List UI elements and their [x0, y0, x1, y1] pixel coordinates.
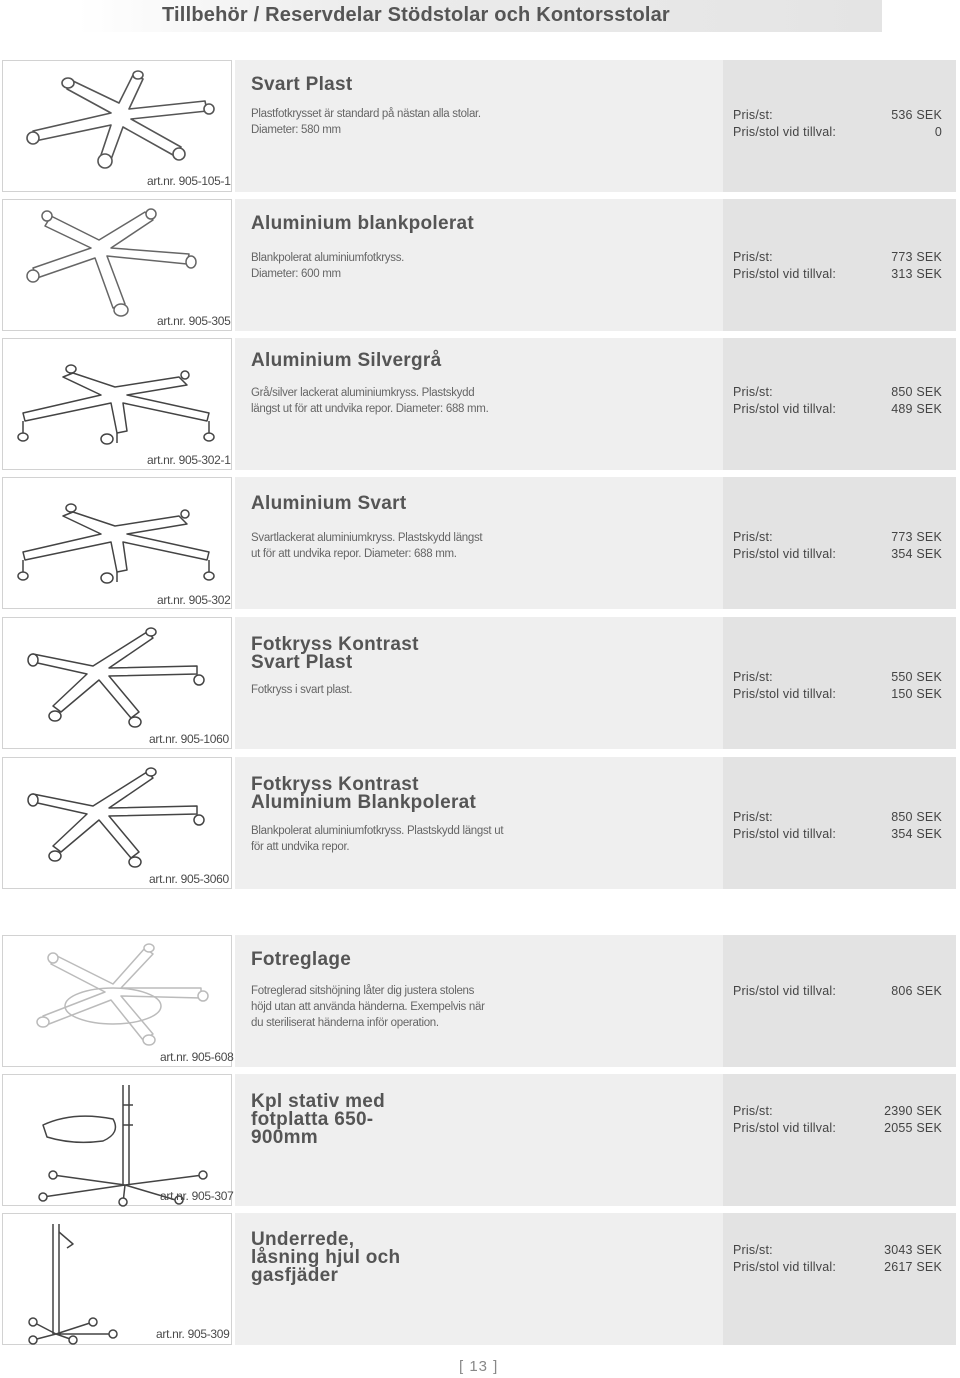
price-panel: [723, 1074, 956, 1206]
price-panel: [723, 338, 956, 470]
option-price-label: Pris/stol vid tillval:: [733, 687, 837, 701]
option-price-label: Pris/stol vid tillval:: [733, 402, 837, 416]
product-description-line: höjd utan att använda händerna. Exempelvis när: [251, 1001, 485, 1013]
option-price-label: Pris/stol vid tillval:: [733, 827, 837, 841]
product-description-line: längst ut för att undvika repor. Diameter: 688 mm.: [251, 403, 489, 415]
product-info-panel: [235, 60, 723, 192]
option-price-label: Pris/stol vid tillval:: [733, 547, 837, 561]
option-price-label: Pris/stol vid tillval:: [733, 984, 837, 998]
product-info-panel: [235, 1213, 723, 1345]
price-value: 850 SEK: [891, 385, 942, 399]
price-label: Pris/st:: [733, 530, 773, 544]
base-aluminium-silver-image: [3, 339, 233, 471]
product-name: Underrede, låsning hjul och gasfjäder: [251, 1229, 401, 1286]
option-price-value: 150 SEK: [891, 687, 942, 701]
price-label: Pris/st:: [733, 1243, 773, 1257]
product-description-line: Grå/silver lackerat aluminiumkryss. Plastskydd: [251, 387, 475, 399]
price-panel: [723, 935, 956, 1067]
product-info-panel: [235, 338, 723, 470]
price-panel: [723, 757, 956, 889]
option-price-value: 2617 SEK: [884, 1260, 942, 1274]
price-label: Pris/st:: [733, 250, 773, 264]
product-description-line: Svartlackerat aluminiumkryss. Plastskydd längst: [251, 532, 483, 544]
article-number: art.nr. 905-305: [157, 314, 231, 328]
product-description-line: Blankpolerat aluminiumfotkryss.: [251, 252, 405, 264]
product-image-frame: [2, 338, 232, 470]
page-title: Tillbehör / Reservdelar Stödstolar och Kontorsstolar: [162, 4, 670, 26]
product-info-panel: [235, 757, 723, 889]
product-description-line: ut för att undvika repor. Diameter: 688 mm.: [251, 548, 457, 560]
price-panel: [723, 199, 956, 331]
price-panel: [723, 1213, 956, 1345]
product-image-frame: [2, 1213, 232, 1345]
option-price-value: 354 SEK: [891, 547, 942, 561]
product-info-panel: [235, 617, 723, 749]
price-value: 550 SEK: [891, 670, 942, 684]
price-value: 2390 SEK: [884, 1104, 942, 1118]
product-image-frame: [2, 757, 232, 889]
price-panel: [723, 477, 956, 609]
price-value: 850 SEK: [891, 810, 942, 824]
price-value: 3043 SEK: [884, 1243, 942, 1257]
base-contrast-aluminium-image: [3, 758, 233, 890]
product-description-line: för att undvika repor.: [251, 841, 350, 853]
price-label: Pris/st:: [733, 385, 773, 399]
product-description-line: Diameter: 600 mm: [251, 268, 341, 280]
product-description-line: Fotkryss i svart plast.: [251, 684, 353, 696]
product-name: Svart Plast: [251, 74, 353, 95]
article-number: art.nr. 905-309: [156, 1327, 230, 1341]
price-value: 773 SEK: [891, 530, 942, 544]
product-description-line: Diameter: 580 mm: [251, 124, 341, 136]
article-number: art.nr. 905-3060: [149, 872, 229, 886]
price-label: Pris/st:: [733, 1104, 773, 1118]
stand-with-footplate-image: [3, 1075, 233, 1207]
option-price-value: 489 SEK: [891, 402, 942, 416]
option-price-label: Pris/stol vid tillval:: [733, 267, 837, 281]
product-name: Fotreglage: [251, 949, 352, 970]
product-info-panel: [235, 199, 723, 331]
price-value: 536 SEK: [891, 108, 942, 122]
product-name: Kpl stativ med fotplatta 650- 900mm: [251, 1091, 386, 1148]
product-image-frame: [2, 935, 232, 1067]
product-info-panel: [235, 935, 723, 1067]
product-info-panel: [235, 477, 723, 609]
base-aluminium-polished-image: [3, 200, 233, 332]
product-description-line: du steriliserat händerna inför operation.: [251, 1017, 439, 1029]
option-price-label: Pris/stol vid tillval:: [733, 1260, 837, 1274]
page-number: [ 13 ]: [459, 1358, 499, 1375]
product-description-line: Blankpolerat aluminiumfotkryss. Plastskydd längst ut: [251, 825, 504, 837]
option-price-value: 313 SEK: [891, 267, 942, 281]
product-info-panel: [235, 1074, 723, 1206]
base-contrast-black-image: [3, 618, 233, 750]
price-label: Pris/st:: [733, 810, 773, 824]
product-name: Aluminium Silvergrå: [251, 350, 442, 371]
article-number: art.nr. 905-307: [160, 1189, 234, 1203]
article-number: art.nr. 905-1060: [149, 732, 229, 746]
price-label: Pris/st:: [733, 108, 773, 122]
product-name: Fotkryss Kontrast Svart Plast: [251, 634, 419, 673]
price-panel: [723, 60, 956, 192]
product-name: Aluminium Svart: [251, 493, 407, 514]
article-number: art.nr. 905-105-1: [147, 174, 231, 188]
product-description-line: Plastfotkrysset är standard på nästan alla stolar.: [251, 108, 481, 120]
option-price-value: 806 SEK: [891, 984, 942, 998]
product-image-frame: [2, 60, 232, 192]
product-name: Aluminium blankpolerat: [251, 213, 475, 234]
option-price-label: Pris/stol vid tillval:: [733, 1121, 837, 1135]
product-image-frame: [2, 199, 232, 331]
product-image-frame: [2, 477, 232, 609]
article-number: art.nr. 905-608: [160, 1050, 234, 1064]
price-value: 773 SEK: [891, 250, 942, 264]
price-panel: [723, 617, 956, 749]
base-aluminium-black-image: [3, 478, 233, 610]
article-number: art.nr. 905-302-1: [147, 453, 231, 467]
product-name: Fotkryss Kontrast Aluminium Blankpolerat: [251, 774, 477, 813]
product-image-frame: [2, 1074, 232, 1206]
option-price-value: 2055 SEK: [884, 1121, 942, 1135]
product-description-line: Fotreglerad sitshöjning låter dig justera stolens: [251, 985, 475, 997]
foot-control-image: [3, 936, 233, 1068]
product-image-frame: [2, 617, 232, 749]
price-label: Pris/st:: [733, 670, 773, 684]
article-number: art.nr. 905-302: [157, 593, 231, 607]
option-price-value: 0: [934, 125, 942, 139]
option-price-value: 354 SEK: [891, 827, 942, 841]
option-price-label: Pris/stol vid tillval:: [733, 125, 837, 139]
